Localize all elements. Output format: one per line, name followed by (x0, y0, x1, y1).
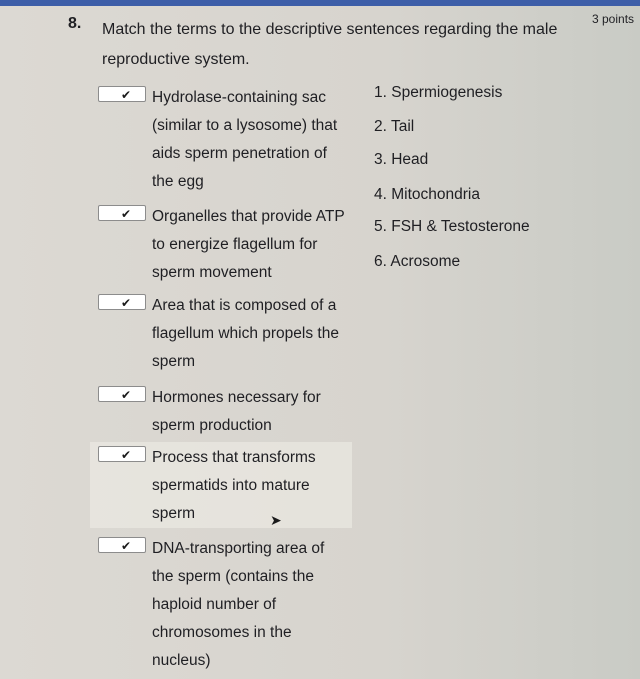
chevron-down-icon: ✔ (121, 388, 132, 402)
answer-option: 1. Spermiogenesis (374, 84, 503, 101)
match-dropdown[interactable] (98, 386, 146, 402)
chevron-down-icon: ✔ (121, 296, 132, 310)
chevron-down-icon: ✔ (121, 539, 132, 553)
match-dropdown[interactable] (98, 446, 146, 462)
chevron-down-icon: ✔ (121, 448, 132, 462)
answer-option: 6. Acrosome (374, 253, 461, 270)
question-points: 3 points (592, 12, 635, 26)
match-description: Organelles that provide ATP to energize flagellum for sperm movement (152, 208, 345, 281)
match-description: DNA-transporting area of the sperm (contains the haploid number of chromosomes in the nucleus) (152, 540, 325, 669)
match-description: Area that is composed of a flagellum which propels the sperm (152, 297, 339, 370)
answer-option: 3. Head (374, 151, 429, 168)
match-description: Process that transforms spermatids into mature sperm (152, 449, 316, 522)
question-prompt: Match the terms to the descriptive sentences regarding the male reproductive system. (102, 21, 558, 68)
match-dropdown[interactable] (98, 86, 146, 102)
answer-option: 4. Mitochondria (374, 186, 480, 203)
mouse-pointer-icon: ➤ (270, 512, 282, 528)
match-dropdown[interactable] (98, 537, 146, 553)
match-description: Hormones necessary for sperm production (152, 389, 321, 434)
chevron-down-icon: ✔ (121, 207, 132, 221)
chevron-down-icon: ✔ (121, 88, 132, 102)
answer-option: 2. Tail (374, 118, 415, 135)
match-description: Hydrolase-containing sac (similar to a lysosome) that aids sperm penetration of the egg (152, 89, 338, 190)
match-dropdown[interactable] (98, 205, 146, 221)
match-dropdown[interactable] (98, 294, 146, 310)
question-number: 8. (68, 15, 82, 32)
answer-option: 5. FSH & Testosterone (374, 218, 530, 235)
